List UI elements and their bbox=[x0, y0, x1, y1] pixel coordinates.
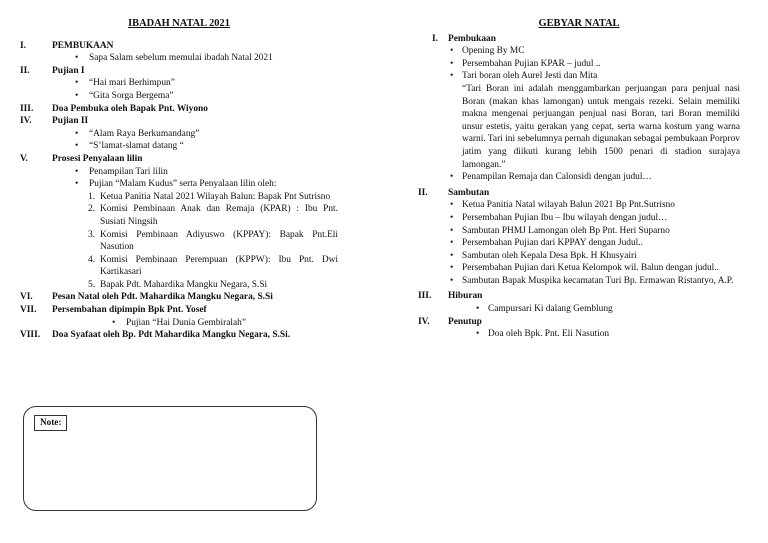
section-prosesi bbox=[20, 153, 338, 166]
section-number: III. bbox=[20, 103, 34, 114]
section-doa-pembuka bbox=[20, 103, 338, 116]
section-title: Pujian II bbox=[52, 116, 89, 127]
list-item: • Pujian “Hai Dunia Gembiralah” bbox=[20, 317, 338, 330]
list-item: • Sambutan oleh Kepala Desa Bpk. H Khusyairi bbox=[418, 250, 740, 263]
list-item: • Tari boran oleh Aurel Jesti dan Mita bbox=[418, 70, 740, 83]
section-title: Persembahan dipimpin Bpk Pnt. Yosef bbox=[52, 305, 207, 316]
list-item: • Persembahan Pujian Ibu – Ibu wilayah dengan judul… bbox=[418, 212, 740, 225]
list-item: • Opening By MC bbox=[418, 45, 740, 58]
list-item: • Sambutan Bapak Muspika kecamatan Turi Bp. Ermawan Ristantyo, A.P. bbox=[418, 275, 740, 288]
list-item: • Doa oleh Bpk. Pnt. Eli Nasution bbox=[418, 328, 740, 341]
list-item: • Campursari Ki dalang Gemblung bbox=[418, 303, 740, 316]
section-doa-syafaat bbox=[20, 329, 338, 342]
item-number: 3. bbox=[88, 229, 96, 240]
tari-boran-description: “Tari Boran ini adalah menggambarkan perjuangan para penjual nasi Boran (makan khas lamongan) untuk mengais rezeki. Selain memiliki makna mengenai perjuangan penjual nasi Boran, tari Boran memiliki unsur estetis, yaitu gerakan yang cepat, serta warna kostum yang warna warni. Tari ini sebelumnya pernah digunakan sebagai pembukaan Porprov jatim yang diikuti kurang lebih 1500 penari di stadion surajaya lamongan.” bbox=[462, 83, 740, 170]
section-number: II. bbox=[418, 187, 428, 198]
list-item: • Persembahan Pujian KPAR – judul .. bbox=[418, 58, 740, 71]
note-box bbox=[23, 406, 317, 511]
section-penutup bbox=[418, 316, 740, 329]
item-text: Ketua Panitia Natal 2021 Wilayah Balun: Bapak Pnt Sutrisno bbox=[100, 191, 331, 202]
section-sambutan bbox=[418, 187, 740, 200]
item-number: 4. bbox=[88, 254, 96, 265]
section-pujian-1 bbox=[20, 65, 338, 78]
list-item: • Sapa Salam sebelum memulai ibadah Natal 2021 bbox=[20, 52, 338, 65]
section-title: Doa Syafaat oleh Bp. Pdt Mahardika Mangku Negara, S.Si. bbox=[52, 330, 291, 341]
item-number: 2. bbox=[88, 204, 96, 215]
section-title: Prosesi Penyalaan lilin bbox=[52, 153, 143, 164]
section-persembahan bbox=[20, 304, 338, 317]
gebyar-column bbox=[418, 18, 740, 341]
section-hiburan bbox=[418, 290, 740, 303]
gebyar-title: GEBYAR NATAL bbox=[538, 18, 620, 29]
section-title: Pesan Natal oleh Pdt. Mahardika Mangku Negara, S.Si bbox=[52, 292, 273, 303]
section-title: Hiburan bbox=[448, 291, 483, 302]
section-number: VII. bbox=[20, 305, 37, 316]
note-label: Note: bbox=[34, 415, 67, 431]
section-number: III. bbox=[418, 291, 432, 302]
section-number: VI. bbox=[20, 292, 33, 303]
section-number: V. bbox=[20, 153, 28, 164]
section-title: PEMBUKAAN bbox=[52, 40, 114, 51]
section-pujian-2 bbox=[20, 115, 338, 128]
section-title: Doa Pembuka oleh Bapak Pnt. Wiyono bbox=[52, 103, 208, 114]
list-item: • Penampilan Remaja dan Calonsidi dengan judul… bbox=[418, 171, 740, 184]
list-item: • Persembahan Pujian dari KPPAY dengan Judul.. bbox=[418, 237, 740, 250]
section-title: Sambutan bbox=[448, 187, 490, 198]
numbered-item bbox=[20, 203, 338, 228]
section-title: Pembukaan bbox=[448, 33, 496, 44]
numbered-item bbox=[20, 254, 338, 279]
section-number: IV. bbox=[418, 316, 430, 327]
list-item: • “Alam Raya Berkumandang” bbox=[20, 128, 338, 141]
item-text: Komisi Pembinaan Perempuan (KPPW): Ibu Pnt. Dwi Kartikasari bbox=[100, 254, 338, 278]
numbered-item bbox=[20, 191, 338, 204]
section-number: II. bbox=[20, 65, 30, 76]
list-item: • “Hai mari Berhimpun” bbox=[20, 77, 338, 90]
section-pesan-natal bbox=[20, 291, 338, 304]
list-item: • Penampilan Tari lilin bbox=[20, 166, 338, 179]
item-number: 5. bbox=[88, 279, 96, 290]
item-text: Bapak Pdt. Mahardika Mangku Negara, S.Si bbox=[100, 279, 268, 290]
item-number: 1. bbox=[88, 191, 96, 202]
list-item: • Ketua Panitia Natal wilayah Balun 2021 Bp Pnt.Sutrisno bbox=[418, 199, 740, 212]
section-title: Penutup bbox=[448, 316, 482, 327]
section-number: I. bbox=[432, 33, 438, 44]
ibadah-column bbox=[20, 18, 338, 342]
numbered-item bbox=[20, 229, 338, 254]
section-number: VIII. bbox=[20, 330, 41, 341]
ibadah-title: IBADAH NATAL 2021 bbox=[128, 18, 230, 29]
list-item: • Persembahan Pujian dari Ketua Kelompok wil. Balun dengan judul.. bbox=[418, 262, 740, 275]
section-title: Pujian I bbox=[52, 65, 85, 76]
list-item: • “S’lamat-slamat datang “ bbox=[20, 140, 338, 153]
item-text: Komisi Pembinaan Anak dan Remaja (KPAR) : Ibu Pnt. Susiati Ningsih bbox=[100, 204, 338, 227]
item-text: Komisi Pembinaan Adiyuswo (KPPAY): Bapak Pnt.Eli Nasution bbox=[100, 229, 338, 253]
section-pembukaan bbox=[418, 33, 740, 46]
section-pembukaan bbox=[20, 40, 338, 53]
section-number: I. bbox=[20, 40, 26, 51]
section-number: IV. bbox=[20, 116, 32, 127]
numbered-item bbox=[20, 279, 338, 292]
list-item: • Pujian “Malam Kudus” serta Penyalaan lilin oleh: bbox=[20, 178, 338, 191]
list-item: • Sambutan PHMJ Lamongan oleh Bp Pnt. Heri Suparno bbox=[418, 225, 740, 238]
list-item: • “Gita Sorga Bergema” bbox=[20, 90, 338, 103]
